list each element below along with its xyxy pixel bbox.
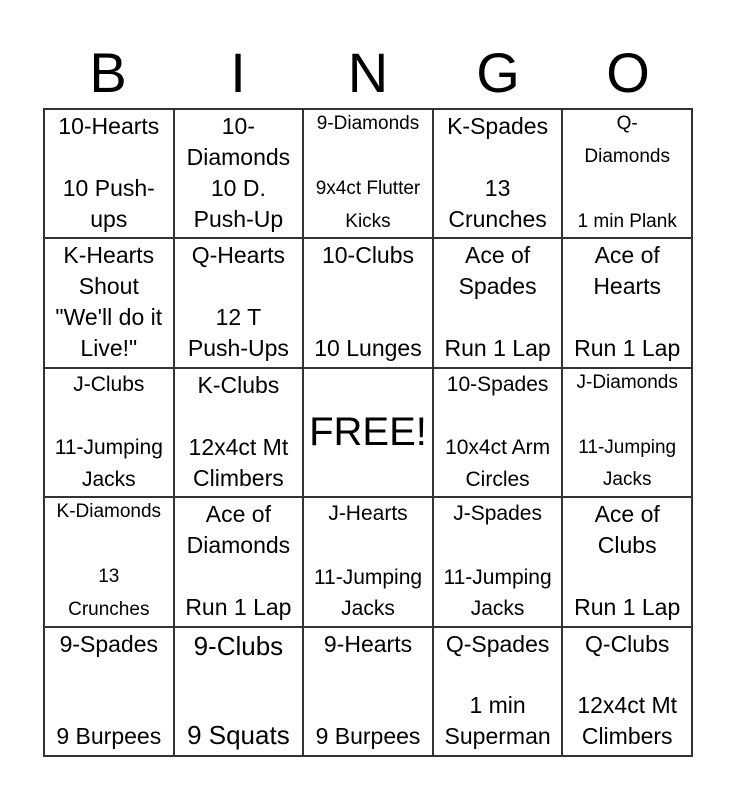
header-letter-i: I [230, 41, 246, 104]
bingo-cell[interactable] [433, 497, 563, 626]
bingo-cell[interactable] [433, 109, 563, 238]
cell-text-line: Diamonds [186, 532, 291, 559]
cell-text-line: 10- [221, 113, 256, 139]
cell-text-line: 10x4ct Arm [445, 436, 551, 460]
cell-text-line: K-Clubs [197, 371, 280, 398]
cell-text-line: Ace of [205, 501, 271, 528]
cell-text-line: Clubs [597, 532, 657, 559]
cell-text-line: 10-Hearts [58, 113, 160, 139]
cell-text-line: Diamonds [584, 145, 670, 167]
cell-text-line: Push-Ups [187, 335, 289, 362]
cell-text-line: 11-Jumping [313, 565, 423, 589]
cell-text-line [624, 563, 630, 591]
bingo-cell[interactable] [44, 109, 174, 238]
cell-text-line: Diamonds [186, 143, 291, 170]
cell-text-line: J-Diamonds [576, 371, 678, 393]
cell-text-line: 10-Spades [446, 372, 549, 396]
cell-text-line: K-Hearts [63, 242, 155, 269]
cell-text-line: "We'll do it [55, 304, 163, 331]
cell-text-line [494, 662, 500, 690]
cell-text-line: 12x4ct Mt [188, 433, 289, 460]
cell-text-line [625, 404, 630, 427]
cell-text-line: Q-Spades [445, 630, 550, 657]
cell-text-line: 12 T [215, 304, 262, 331]
cell-text-line: 10 Push- [62, 174, 155, 201]
cell-text-line: 9x4ct Flutter [315, 178, 421, 200]
cell-text-line [494, 304, 500, 332]
cell-text-line: 9-Hearts [323, 630, 413, 657]
bingo-cell[interactable] [303, 238, 433, 367]
cell-text-line: Run 1 Lap [444, 335, 551, 362]
bingo-cell[interactable] [562, 368, 692, 497]
cell-text-line: Crunches [448, 205, 547, 232]
bingo-cell[interactable] [303, 109, 433, 238]
cell-text-line: J-Hearts [328, 502, 408, 526]
cell-text-line: Q-Clubs [585, 630, 670, 657]
cell-text-line: J-Spades [453, 502, 542, 526]
cell-text-line: Q- [616, 113, 638, 134]
cell-text-line [624, 304, 630, 332]
cell-text-line: Hearts [593, 273, 662, 300]
cell-text-line: Ace of [594, 242, 660, 269]
bingo-cell[interactable] [44, 368, 174, 497]
cell-text-line: 13 [484, 174, 511, 201]
cell-text-line: Kicks [345, 210, 391, 232]
cell-text-line: 11-Jumping [443, 565, 552, 589]
cell-text-line: Climbers [193, 464, 284, 491]
cell-text-line: Circles [465, 468, 530, 491]
cell-text-line: 10 Lunges [314, 335, 422, 362]
cell-text-line: 9-Clubs [193, 630, 284, 661]
cell-text-line: 9 Squats [187, 719, 290, 750]
cell-text-line: Run 1 Lap [185, 594, 292, 620]
cell-text-line [495, 404, 501, 429]
cell-text-line: Shout [78, 273, 139, 300]
cell-text-line [365, 289, 371, 317]
bingo-cell[interactable] [174, 368, 304, 497]
header-letter-o: O [606, 41, 650, 104]
cell-text-line [106, 404, 112, 429]
cell-text-line: Climbers [581, 723, 673, 750]
cell-text-line: 9 Burpees [315, 723, 421, 750]
cell-text-line: Jacks [470, 597, 525, 621]
cell-text-line: K-Diamonds [56, 501, 162, 523]
cell-text-line: Jacks [341, 597, 395, 621]
bingo-grid [43, 108, 693, 757]
bingo-cell[interactable] [562, 627, 692, 756]
cell-text-line: 11-Jumping [54, 436, 163, 460]
cell-text-line [365, 677, 371, 705]
bingo-cell[interactable] [433, 238, 563, 367]
cell-text-line: Ace of [594, 501, 660, 528]
cell-text-line: Jacks [602, 469, 652, 491]
header-letter-b: B [89, 41, 127, 104]
cell-text-line: Superman [444, 723, 551, 750]
bingo-cell[interactable] [303, 497, 433, 626]
cell-text-line: 10-Clubs [321, 242, 415, 269]
cell-text-line: ups [90, 205, 128, 232]
bingo-header [43, 38, 693, 108]
bingo-cell[interactable] [174, 497, 304, 626]
cell-text-line [365, 533, 371, 558]
cell-text-line: Jacks [81, 468, 136, 491]
bingo-cell[interactable] [174, 238, 304, 367]
bingo-cell[interactable] [44, 497, 174, 626]
cell-text-line: 9-Diamonds [316, 113, 420, 134]
cell-text-line [495, 533, 501, 558]
cell-text-line [365, 146, 370, 169]
cell-text-line: 13 [98, 566, 120, 588]
cell-text-line [106, 534, 111, 557]
cell-text-line [235, 403, 241, 431]
cell-text-line: Live!" [80, 335, 138, 362]
header-letter-g: G [476, 41, 520, 104]
cell-text-line: Run 1 Lap [574, 594, 681, 620]
cell-text-line: Push-Up [193, 205, 284, 232]
cell-text-line: 9-Spades [59, 630, 159, 657]
bingo-cell[interactable] [174, 109, 304, 238]
cell-text-line [625, 178, 630, 201]
cell-text-line: FREE! [309, 409, 427, 454]
cell-text-line: Run 1 Lap [574, 335, 681, 362]
cell-text-line [235, 563, 241, 591]
bingo-cell[interactable] [562, 238, 692, 367]
cell-text-line: 11-Jumping [578, 436, 677, 458]
cell-text-line [494, 144, 500, 172]
cell-text-line [106, 677, 112, 705]
bingo-cell[interactable] [44, 627, 174, 756]
cell-text-line: Crunches [68, 598, 150, 620]
cell-text-line: Spades [458, 273, 537, 300]
cell-text-line [106, 144, 112, 172]
bingo-cell[interactable] [174, 627, 304, 756]
cell-text-line: Q-Hearts [191, 242, 286, 269]
bingo-cell[interactable] [433, 627, 563, 756]
cell-text-line: 12x4ct Mt [577, 692, 678, 719]
cell-text-line: J-Clubs [73, 372, 145, 396]
bingo-cell[interactable] [562, 109, 692, 238]
cell-text-line: 9 Burpees [56, 723, 162, 750]
header-letter-n: N [347, 41, 389, 104]
free-space-cell[interactable] [303, 368, 433, 497]
cell-text-line [235, 273, 241, 301]
bingo-cell[interactable] [303, 627, 433, 756]
cell-text-line: K-Spades [447, 113, 549, 139]
bingo-cell[interactable] [433, 368, 563, 497]
cell-text-line [624, 662, 630, 690]
cell-text-line: Ace of [464, 242, 531, 269]
bingo-cell[interactable] [44, 238, 174, 367]
bingo-cell[interactable] [562, 497, 692, 626]
cell-text-line: 1 min Plank [577, 210, 677, 232]
cell-text-line: 1 min [469, 692, 526, 719]
cell-text-line: 10 D. [210, 174, 266, 201]
cell-text-line [235, 675, 242, 706]
